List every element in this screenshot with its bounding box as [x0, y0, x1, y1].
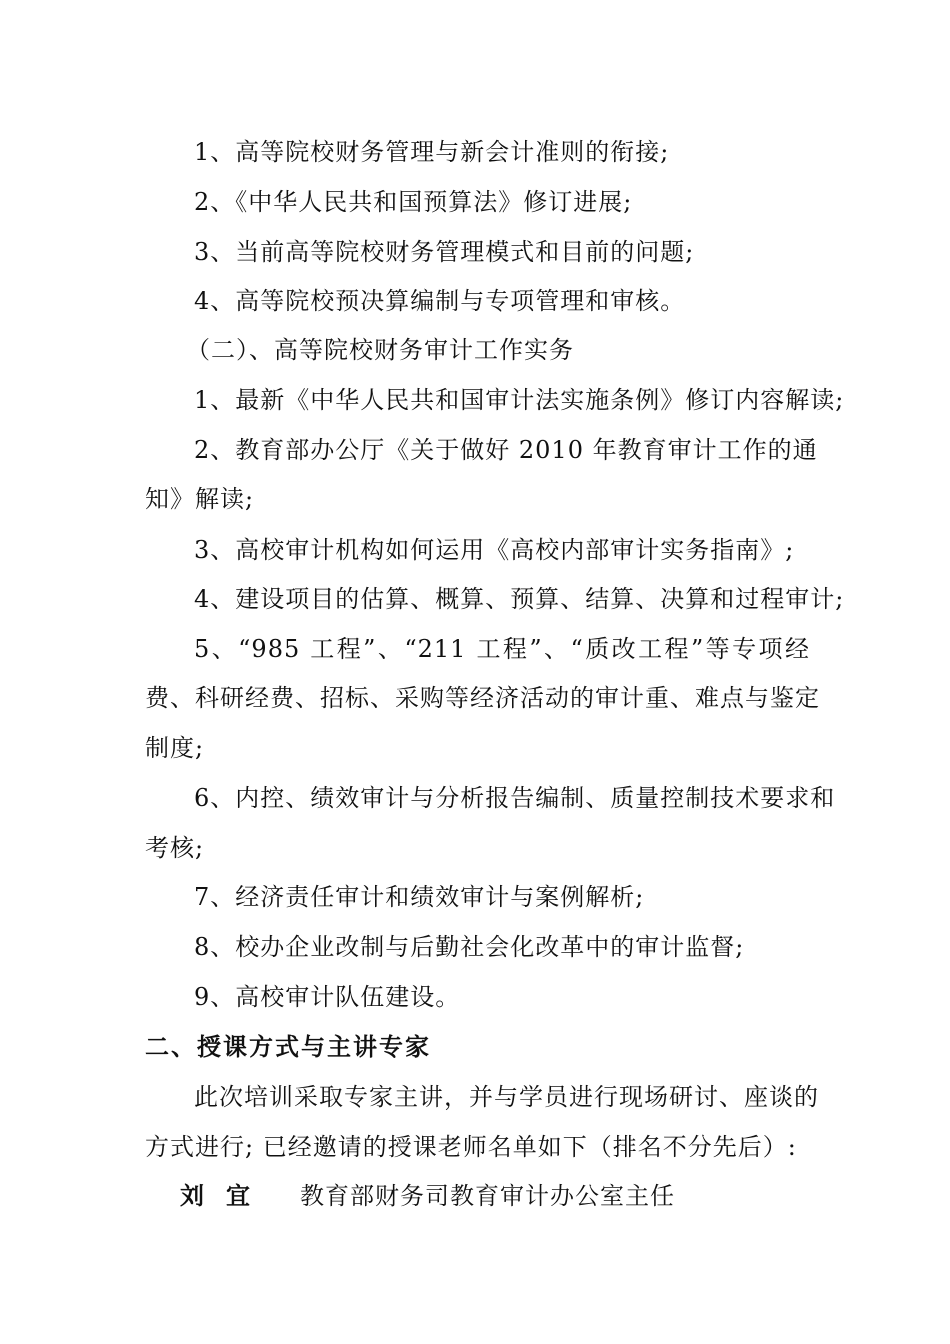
- list-item: 2、《中华人民共和国预算法》修订进展;: [194, 188, 633, 216]
- list-item: 7、经济责任审计和绩效审计与案例解析;: [194, 883, 645, 911]
- list-item: 4、高等院校预决算编制与专项管理和审核。: [194, 287, 686, 315]
- list-item: 6、内控、绩效审计与分析报告编制、质量控制技术要求和: [194, 784, 836, 812]
- list-item: 1、高等院校财务管理与新会计准则的衔接;: [194, 138, 670, 166]
- list-item: 9、高校审计队伍建设。: [194, 983, 461, 1011]
- list-item-continuation: 制度;: [145, 734, 205, 762]
- list-item: 5、“985 工程”、“211 工程”、“质改工程”等专项经: [194, 635, 810, 663]
- list-item-continuation: 知》解读;: [145, 485, 255, 513]
- list-item: 3、高校审计机构如何运用《高校内部审计实务指南》;: [194, 536, 795, 564]
- list-item-continuation: 考核;: [145, 834, 205, 862]
- paragraph-line: 方式进行; 已经邀请的授课老师名单如下（排名不分先后）:: [145, 1133, 797, 1161]
- paragraph-line: 此次培训采取专家主讲，并与学员进行现场研讨、座谈的: [194, 1083, 819, 1111]
- list-item: 2、教育部办公厅《关于做好 2010 年教育审计工作的通: [194, 436, 818, 464]
- expert-title: 教育部财务司教育审计办公室主任: [300, 1182, 675, 1210]
- expert-name: 刘宜: [180, 1182, 272, 1210]
- list-item: 3、当前高等院校财务管理模式和目前的问题;: [194, 238, 695, 266]
- list-item: 4、建设项目的估算、概算、预算、结算、决算和过程审计;: [194, 585, 845, 613]
- list-item: 8、校办企业改制与后勤社会化改革中的审计监督;: [194, 933, 745, 961]
- section-heading: 二、授课方式与主讲专家: [145, 1033, 431, 1061]
- subsection-title: （二）、高等院校财务审计工作实务: [186, 336, 574, 364]
- list-item: 1、最新《中华人民共和国审计法实施条例》修订内容解读;: [194, 386, 845, 414]
- list-item-continuation: 费、科研经费、招标、采购等经济活动的审计重、难点与鉴定: [145, 684, 820, 712]
